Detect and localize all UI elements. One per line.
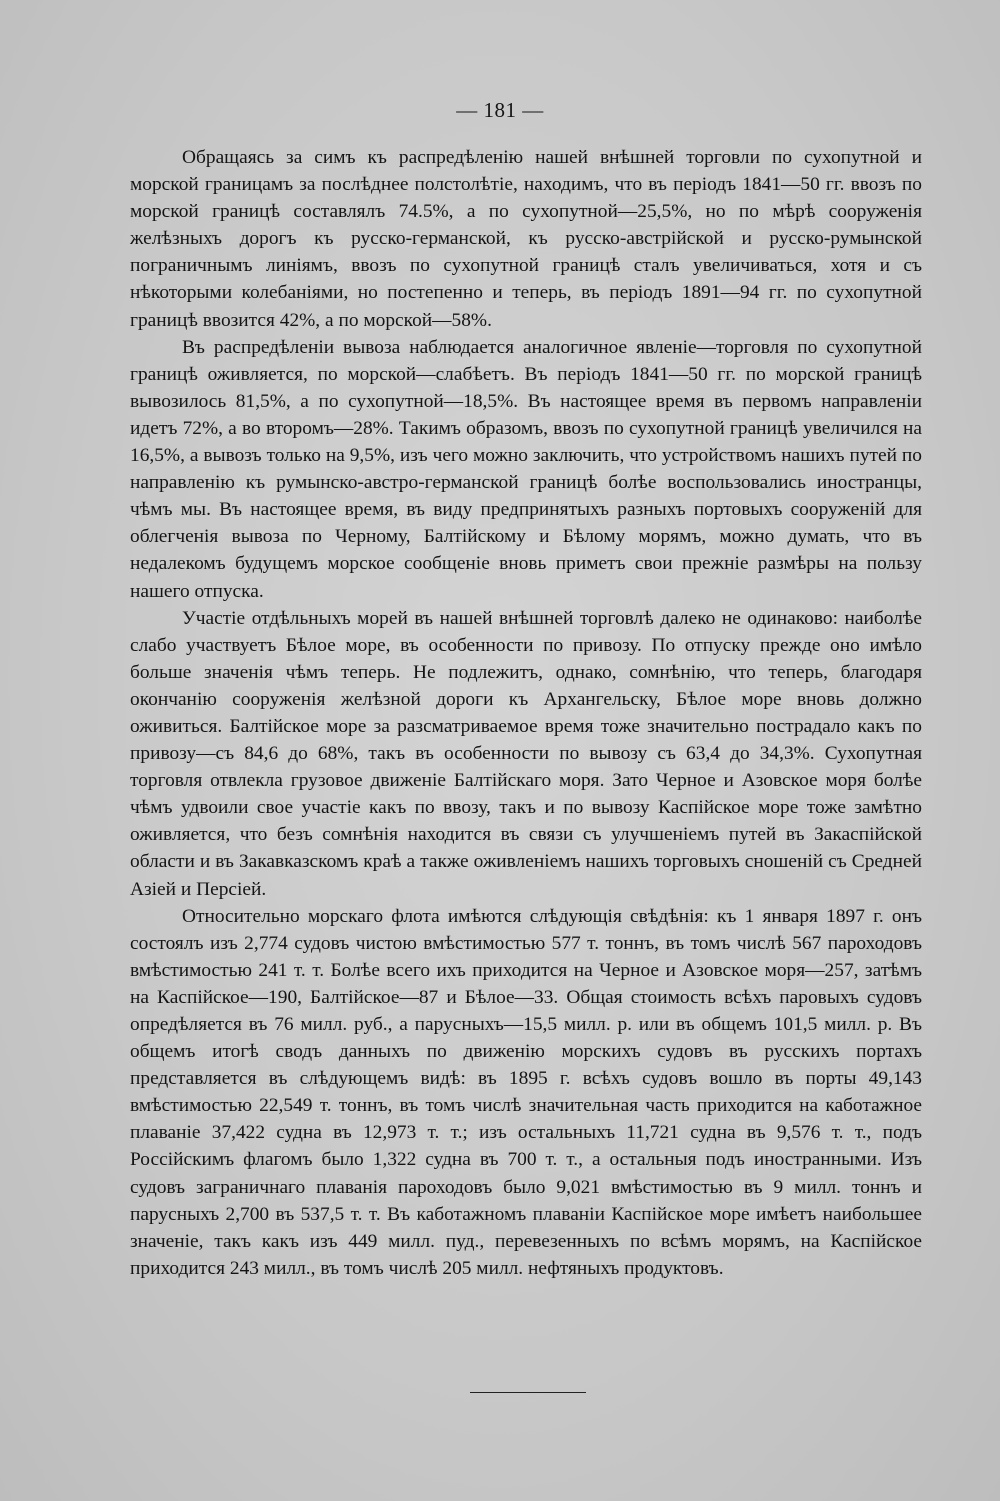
- paragraph-seas-participation: Участіе отдѣльныхъ морей въ нашей внѣшней торговлѣ далеко не одинаково: наиболѣе слабо участвуетъ Бѣлое море, въ особенности по привозу. По отпуску прежде оно имѣло больше значенія чѣмъ теперь. Не подлежитъ, однако, сомнѣнію, что теперь, благодаря окончанію сооруженія желѣзной дороги къ Архангельску, Бѣлое море вновь должно оживиться. Балтійское море за разсматриваемое время тоже значительно пострадало какъ по привозу—съ 84,6 до 68%, такъ въ особенности по вывозу съ 63,4 до 34,3%. Сухопутная торговля отвлекла грузовое движеніе Балтійскаго моря. Зато Черное и Азовское моря болѣе чѣмъ удвоили свое участіе какъ по ввозу, такъ и по вывозу Каспійское море тоже замѣтно оживляется, что безъ сомнѣнія находится въ связи съ улучшеніемъ путей въ Закаспійской области и въ Закавказскомъ краѣ а также оживленіемъ нашихъ торговыхъ сношеній съ Средней Азіей и Персіей.: [130, 607, 922, 900]
- page-number: — 181 —: [456, 98, 544, 122]
- paragraph-export-distribution: Въ распредѣленіи вывоза наблюдается аналогичное явленіе—торговля по сухопутной границѣ оживляется, по морской—слабѣетъ. Въ періодъ 1841—50 гг. по морской границѣ вывозилось 81,5%, а по сухопутной—18,5%. Въ настоящее время въ первомъ направленіи идетъ 72%, а во второмъ—28%. Такимъ образомъ, ввозъ по сухопутной границѣ увеличился на 16,5%, а вывозъ только на 9,5%, изъ чего можно заключить, что устройствомъ нашихъ путей по направленію къ румынско-австро-германской границѣ болѣе воспользовались иностранцы, чѣмъ мы. Въ настоящее время, въ виду предпринятыхъ разныхъ портовыхъ сооруженій для облегченія вывоза по Черному, Балтійскому и Бѣлому морямъ, можно думать, что въ недалекомъ будущемъ морское сообщеніе вновь приметъ свои прежніе размѣры на пользу нашего отпуска.: [130, 336, 922, 602]
- paragraph-border-trade: Обращаясь за симъ къ распредѣленію нашей внѣшней торговли по сухопутной и морской границамъ за послѣднее полстолѣтіе, находимъ, что въ періодъ 1841—50 гг. ввозъ по морской границѣ составлялъ 74.5%, а по сухопутной—25,5%, но по мѣрѣ сооруженія желѣзныхъ дорогъ къ русско-германской, къ русско-австрійской и русско-румынской пограничнымъ линіямъ, ввозъ по сухопутной границѣ сталъ увеличиваться, хотя и съ нѣкоторыми колебаніями, но постепенно и теперь, въ періодъ 1891—94 гг. по сухопутной границѣ ввозится 42%, а по морской—58%.: [130, 147, 922, 331]
- section-end-rule: [470, 1392, 586, 1393]
- body-text: [130, 144, 922, 1282]
- paragraph-merchant-fleet: Относительно морскаго флота имѣются слѣдующія свѣдѣнія: къ 1 января 1897 г. онъ состоялъ изъ 2,774 судовъ чистою вмѣстимостью 577 т. тоннъ, въ томъ числѣ 567 пароходовъ вмѣстимостью 241 т. т. Болѣе всего ихъ приходится на Черное и Азовское моря—257, затѣмъ на Каспійское—190, Балтійское—87 и Бѣлое—33. Общая стоимость всѣхъ паровыхъ судовъ опредѣляется въ 76 милл. руб., а парусныхъ—15,5 милл. р. или въ общемъ 101,5 милл. р. Въ общемъ итогѣ сводъ данныхъ по движенію морскихъ судовъ въ русскихъ портахъ представляется въ слѣдующемъ видѣ: въ 1895 г. всѣхъ судовъ вошло въ порты 49,143 вмѣстимостью 22,549 т. тоннъ, въ томъ числѣ значительная часть приходится на каботажное плаваніе 37,422 судна въ 12,973 т. т.; изъ остальныхъ 11,721 судна въ 9,576 т. т., подъ Россійскимъ флагомъ было 1,322 судна въ 700 т. т., а остальныя подъ иностранными. Изъ судовъ заграничнаго плаванія пароходовъ было 9,021 вмѣстимостью въ 9 милл. тоннъ и парусныхъ 2,700 въ 537,5 т. т. Въ каботажномъ плаваніи Каспійское море имѣетъ наибольшее значеніе, такъ какъ изъ 449 милл. пуд., перевезенныхъ по всѣмъ морямъ, на Каспійское приходится 243 милл., въ томъ числѣ 205 милл. нефтяныхъ продуктовъ.: [130, 905, 922, 1279]
